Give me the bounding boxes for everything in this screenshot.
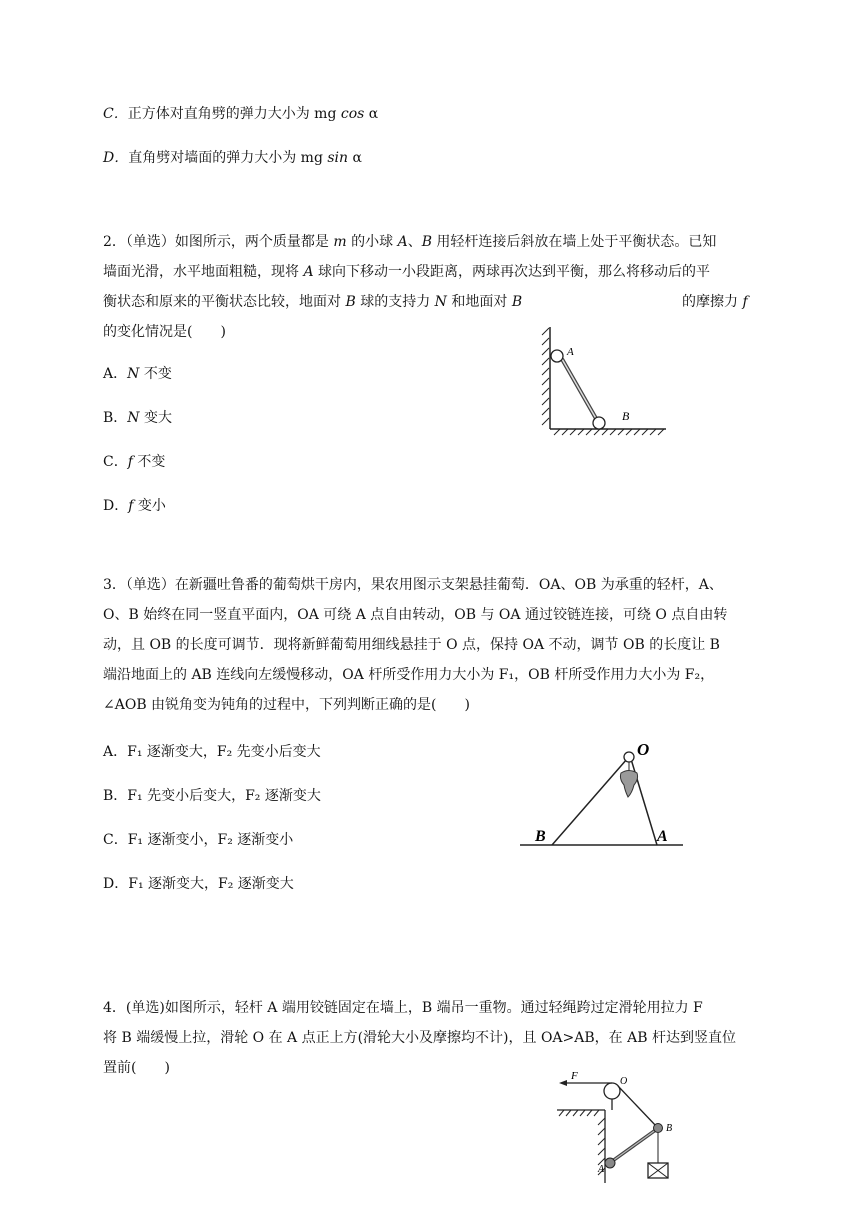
label-o: O	[620, 1076, 628, 1087]
q3-text: O、B 始终在同一竖直平面内，OA 可绕 A 点自由转动，OB 与 OA 通过铰链连接，可绕 O 点自由转	[103, 607, 728, 623]
q2-text: 衡状态和原来的平衡状态比较，地面对	[103, 294, 346, 310]
q2-option-a[interactable]	[103, 364, 172, 384]
q2-var: B	[511, 294, 523, 310]
option-text: 直角劈对墙面的弹力大小为 mg	[128, 150, 328, 166]
q2-line-1	[103, 232, 716, 252]
option-label: C．	[103, 106, 128, 122]
q3-option-a[interactable]	[103, 742, 321, 762]
q4-line-2	[103, 1028, 736, 1048]
q4-tag: (单选)	[125, 1000, 165, 1016]
label-o: O	[637, 740, 650, 759]
label-b: B	[535, 828, 546, 845]
option-label: B．	[103, 788, 128, 804]
label-b: B	[666, 1123, 673, 1134]
q2-line-3	[103, 292, 522, 312]
wall-hatch	[542, 328, 549, 425]
q2-var: N	[434, 294, 447, 310]
option-text: 变大	[139, 410, 172, 426]
option-text: 不变	[139, 366, 172, 382]
q2-text: 墙面光滑，水平地面粗糙，现将	[103, 264, 304, 280]
rod-ob	[552, 759, 627, 845]
option-text: F₁ 先变小后变大，F₂ 逐渐变大	[127, 788, 321, 804]
label-a: A	[567, 346, 574, 358]
hinge-a	[605, 1158, 615, 1168]
option-label: B．	[103, 410, 128, 426]
option-text-tail: α	[364, 106, 379, 122]
option-c	[103, 104, 378, 124]
option-label: A．	[103, 744, 128, 760]
q2-tag: （单选）	[125, 234, 175, 250]
q2-text: 的摩擦力	[682, 294, 743, 310]
hinge-o	[624, 752, 634, 762]
option-d	[103, 148, 362, 168]
grapes-icon	[620, 771, 637, 798]
q3-number: 3．	[103, 577, 126, 593]
q4-figure	[545, 1065, 690, 1185]
q2-var: B	[345, 294, 356, 310]
option-label: D．	[103, 876, 129, 892]
option-label: C．	[103, 832, 128, 848]
q2-var: A	[303, 264, 314, 280]
q4-text: 置前( )	[103, 1060, 170, 1076]
joint-b	[654, 1124, 663, 1133]
option-label: C．	[103, 454, 128, 470]
option-label: D．	[103, 150, 129, 166]
q2-var: A	[397, 234, 408, 250]
option-text: F₁ 逐渐变大，F₂ 先变小后变大	[127, 744, 321, 760]
option-text: 变小	[133, 498, 166, 514]
q3-text: ∠AOB 由锐角变为钝角的过程中，下列判断正确的是( )	[103, 697, 470, 713]
q2-line-4	[103, 322, 226, 342]
option-text: F₁ 逐渐变大，F₂ 逐渐变大	[128, 876, 294, 892]
label-a: A	[598, 1164, 605, 1175]
q3-text: 动，且 OB 的长度可调节．现将新鲜葡萄用细线悬挂于 O 点，保持 OA 不动，调节 OB 的长度让 B	[103, 637, 720, 653]
q2-option-c[interactable]	[103, 452, 165, 472]
q2-text: 、	[407, 234, 422, 250]
q2-text: 的变化情况是( )	[103, 324, 226, 340]
q3-line-1	[103, 575, 723, 595]
q2-number: 2．	[103, 234, 126, 250]
ball-b	[593, 417, 605, 429]
q2-option-d[interactable]	[103, 496, 166, 516]
option-label: A．	[103, 366, 128, 382]
q2-line-3-tail	[682, 292, 748, 312]
q4-number: 4．	[103, 1000, 126, 1016]
rod-inner	[562, 359, 598, 422]
q3-option-b[interactable]	[103, 786, 321, 806]
q2-text: 如图所示，两个质量都是	[174, 234, 334, 250]
option-text: F₁ 逐渐变小，F₂ 逐渐变小	[127, 832, 294, 848]
q2-option-b[interactable]	[103, 408, 172, 428]
q2-var: f	[742, 294, 748, 310]
q3-line-4	[103, 665, 714, 685]
option-text-tail: α	[348, 150, 362, 166]
q3-line-5	[103, 695, 470, 715]
q3-line-3	[103, 635, 720, 655]
option-var: N	[127, 410, 140, 426]
q2-text: 的小球	[346, 234, 398, 250]
option-var: f	[128, 498, 134, 514]
q3-figure	[515, 735, 690, 855]
q2-text: 球向下移动一小段距离，两球再次达到平衡，那么将移动后的平	[313, 264, 711, 280]
ledge-hatch	[559, 1110, 599, 1116]
q3-text: 在新疆吐鲁番的葡萄烘干房内，果农用图示支架悬挂葡萄．OA、OB 为承重的轻杆，A、	[174, 577, 723, 593]
trig-fn: sin	[327, 150, 349, 166]
q3-option-d[interactable]	[103, 874, 294, 894]
option-text: 不变	[132, 454, 166, 470]
q3-line-2	[103, 605, 727, 625]
option-var: N	[127, 366, 140, 382]
ground-hatch	[554, 429, 664, 435]
label-f: F	[571, 1070, 578, 1082]
q3-text: 端沿地面上的 AB 连线向左缓慢移动，OA 杆所受作用力大小为 F₁，OB 杆所受作用力大小为 F₂，	[103, 667, 715, 683]
label-b: B	[622, 409, 630, 423]
pulley-o	[604, 1083, 620, 1099]
q2-text: 用轻杆连接后斜放在墙上处于平衡状态。已知	[431, 234, 717, 250]
q2-line-2	[103, 262, 710, 282]
rope-ob	[618, 1086, 657, 1127]
q2-figure	[540, 325, 675, 440]
option-var: f	[127, 454, 133, 470]
q4-line-3	[103, 1058, 170, 1078]
label-a: A	[657, 828, 668, 845]
q2-text: 球的支持力	[355, 294, 435, 310]
option-label: D．	[103, 498, 129, 514]
q3-tag: （单选）	[125, 577, 175, 593]
option-text: 正方体对直角劈的弹力大小为 mg	[127, 106, 341, 122]
q3-option-c[interactable]	[103, 830, 293, 850]
q2-var: B	[421, 234, 432, 250]
q2-text: 和地面对	[446, 294, 512, 310]
rod-ab-inner	[611, 1129, 657, 1162]
q4-text: 如图所示，轻杆 A 端用铰链固定在墙上，B 端吊一重物。通过轻绳跨过定滑轮用拉力 F	[164, 1000, 703, 1016]
q2-var: m	[333, 234, 347, 250]
arrow-left-icon	[559, 1080, 567, 1086]
ball-a	[551, 350, 563, 362]
trig-fn: cos	[340, 106, 365, 122]
q4-line-1	[103, 998, 703, 1018]
q4-text: 将 B 端缓慢上拉，滑轮 O 在 A 点正上方(滑轮大小及摩擦均不计)，且 OA>AB，在 AB 杆达到竖直位	[103, 1030, 736, 1046]
